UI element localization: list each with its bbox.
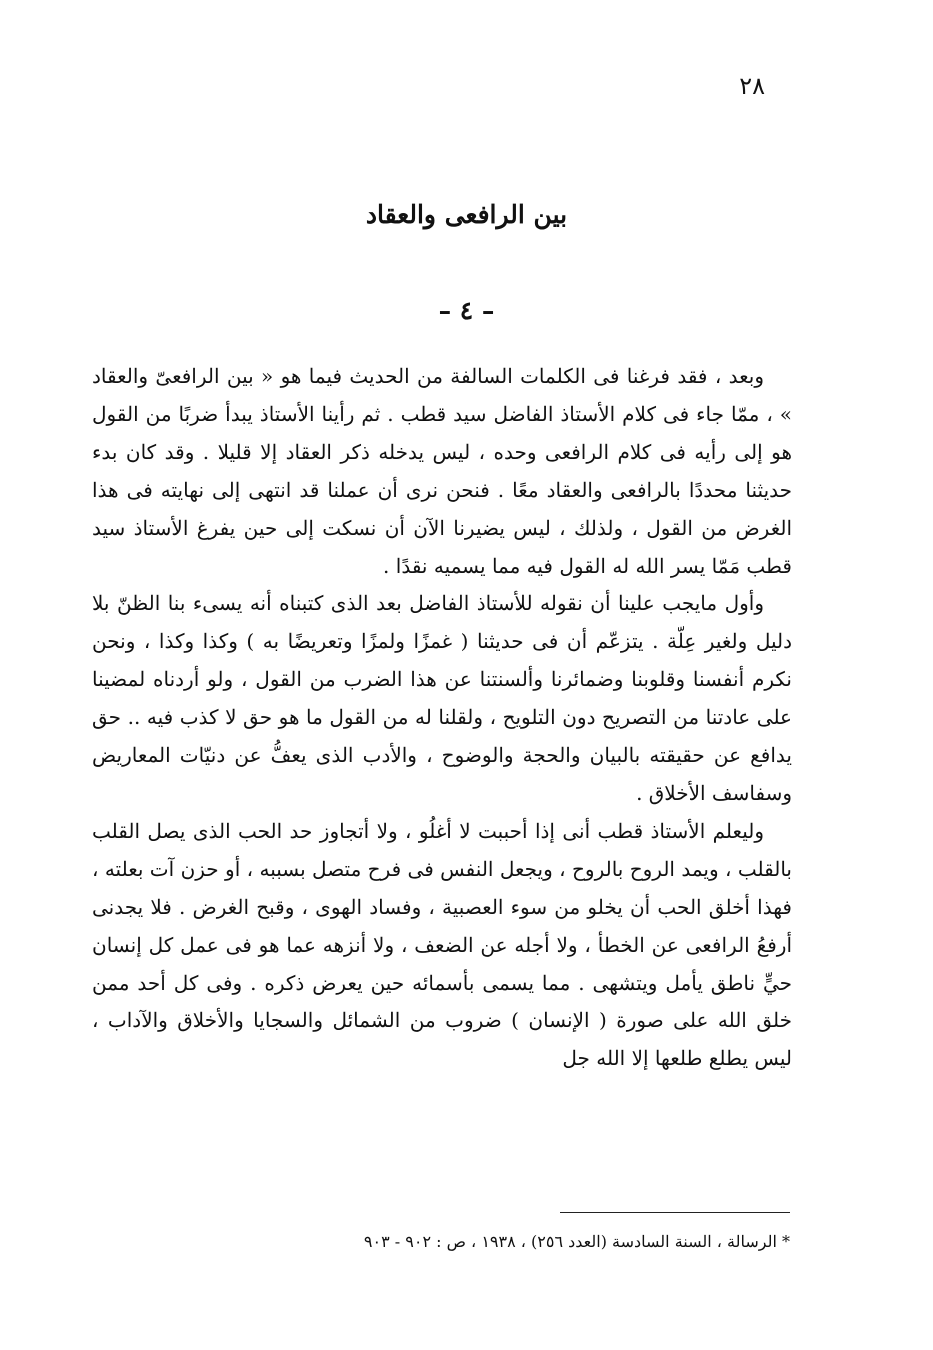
section-number: – ٤ – xyxy=(438,296,495,325)
page-number: ٢٨ xyxy=(739,72,765,100)
paragraph-2: وأول مايجب علينا أن نقوله للأستاذ الفاضل بعد الذى كتبناه أنه يسىء بنا الظنّ بلا دليل ولغير عِلّة . يتزعّم أن فى حديثنا ( غمزًا ولمزًا وتعريضًا به ) وكذا وكذا ، ونحن نكرم أنفسنا وقلوبنا وضمائرنا وألسنتنا عن هذا الضرب من القول ، ولو أردناه لمضينا على عادتنا من التصريح دون التلويح ، ولقلنا له من القول ما هو حق لا كذب فيه .. حق يدافع عن حقيقته بالبيان والحجة والوضوح ، والأدب الذى يعفُّ عن دنيّات المعاريض وسفاسف الأخلاق . xyxy=(92,591,792,805)
body-text xyxy=(92,358,792,1078)
chapter-title: بين الرافعى والعقاد xyxy=(365,200,568,229)
footnote: * الرسالة ، السنة السادسة (العدد ٢٥٦) ، ١٩٣٨ ، ص : ٩٠٢ - ٩٠٣ xyxy=(363,1232,790,1251)
paragraph-3: وليعلم الأستاذ قطب أنى إذا أحببت لا أغلُو ، ولا أتجاوز حد الحب الذى يصل القلب بالقلب ، ويمد الروح بالروح ، ويجعل النفس فى فرح متصل بسببه ، أو حزن آت بعلته ، فهذا أخلق الحب أن يخلو من سوء العصبية ، وفساد الهوى ، وقبح الغرض . فلا يجدنى أرفعُ الرافعى عن الخطأ ، ولا أجله عن الضعف ، ولا أنزهه عما هو فى عمل كل إنسان حيٍّ ناطق يأمل ويتشهى . مما يسمى بأسمائه حين يعرض ذكره . وفى كل أحد ممن خلق الله على صورة ( الإنسان ) ضروب من الشمائل والسجايا والأخلاق والآداب ، ليس يطلع طلعها إلا الله جل xyxy=(92,818,792,1071)
paragraph-1: وبعد ، فقد فرغنا فى الكلمات السالفة من الحديث فيما هو « بين الرافعىّ والعقاد » ، ممّا جاء فى كلام الأستاذ الفاضل سيد قطب . ثم رأينا الأستاذ يبدأ ضربًا من القول هو إلى رأيه فى كلام الرافعى وحده ، ليس يدخله ذكر العقاد إلا قليلا . وقد كان بدء حديثنا محددًا بالرافعى والعقاد معًا . فنحن نرى أن عملنا قد انتهى إلى نهايته فى هذا الغرض من القول ، ولذلك ، ليس يضيرنا الآن أن نسكت إلى حين يفرغ الأستاذ سيد قطب مَمّا يسر الله له القول فيه مما يسميه نقدًا . xyxy=(92,364,792,578)
footnote-divider xyxy=(560,1212,790,1213)
